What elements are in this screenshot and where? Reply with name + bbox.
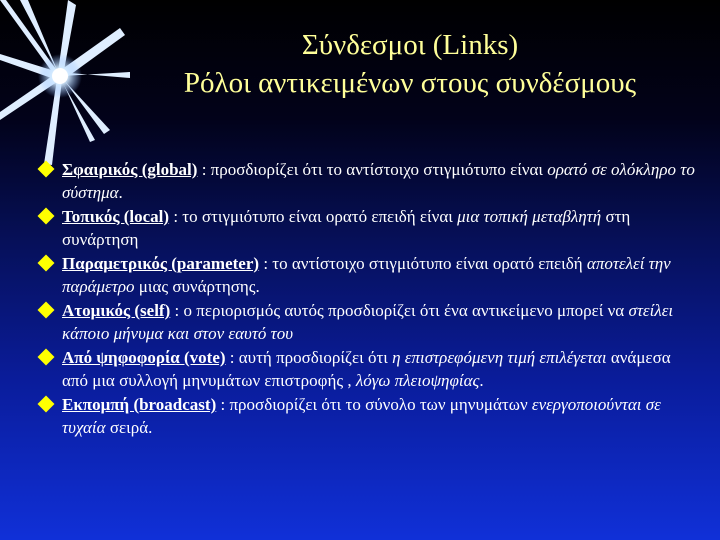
bullet-text: : ο περιορισμός αυτός προσδιορίζει ότι ένα αντικείμενο μπορεί να: [170, 301, 629, 320]
bullet-item: [40, 346, 700, 392]
bullet-list: [40, 158, 700, 440]
bullet-text: στη συνάρτηση: [62, 207, 631, 249]
diamond-bullet-icon: [38, 349, 55, 366]
bullet-text: ενεργοποιούνται σε τυχαία: [62, 395, 661, 437]
bullet-term: Από ψηφοφορία (vote): [62, 348, 226, 367]
bullet-text: .: [118, 183, 123, 202]
bullet-item: [40, 393, 700, 439]
slide-title: [110, 26, 710, 102]
diamond-bullet-icon: [38, 208, 55, 225]
bullet-item: [40, 252, 700, 298]
bullet-text: : το αντίστοιχο στιγμιότυπο είναι ορατό επειδή: [259, 254, 587, 273]
bullet-text: αποτελεί την παράμετρο: [62, 254, 671, 296]
bullet-item: [40, 205, 700, 251]
bullet-term: Σφαιρικός (global): [62, 160, 198, 179]
bullet-text: .: [479, 371, 484, 390]
diamond-bullet-icon: [38, 396, 55, 413]
bullet-text: : αυτή προσδιορίζει ότι: [225, 348, 393, 367]
bullet-text: μια τοπική μεταβλητή: [457, 207, 602, 226]
bullet-text: στείλει κάποιο μήνυμα και στον εαυτό του: [62, 301, 674, 343]
diamond-bullet-icon: [38, 255, 55, 272]
bullet-term: Εκπομπή (broadcast): [62, 395, 217, 414]
bullet-text: : προσδιορίζει ότι το αντίστοιχο στιγμιότυπο είναι: [197, 160, 548, 179]
diamond-bullet-icon: [38, 302, 55, 319]
bullet-item: [40, 158, 700, 204]
bullet-text: μιας συνάρτησης.: [134, 277, 260, 296]
bullet-text: : το στιγμιότυπο είναι ορατό επειδή είναι: [169, 207, 458, 226]
bullet-text: η επιστρεφόμενη τιμή επιλέγεται: [392, 348, 607, 367]
diamond-bullet-icon: [38, 161, 55, 178]
bullet-term: Τοπικός (local): [62, 207, 170, 226]
bullet-term: Παραμετρικός (parameter): [62, 254, 260, 273]
bullet-text: : προσδιορίζει ότι το σύνολο των μηνυμάτων: [216, 395, 532, 414]
bullet-term: Ατομικός (self): [62, 301, 171, 320]
title-line-2: Ρόλοι αντικειμένων στους συνδέσμους: [183, 67, 637, 99]
bullet-text: σειρά.: [105, 418, 153, 437]
title-line-1: Σύνδεσμοι (Links): [301, 29, 519, 61]
bullet-item: [40, 299, 700, 345]
bullet-text: ορατό σε ολόκληρο το σύστημα: [62, 160, 695, 202]
bullet-text: ανάμεσα από μια συλλογή μηνυμάτων επιστροφής ,: [62, 348, 671, 390]
bullet-text: λόγω πλειοψηφίας: [355, 371, 480, 390]
